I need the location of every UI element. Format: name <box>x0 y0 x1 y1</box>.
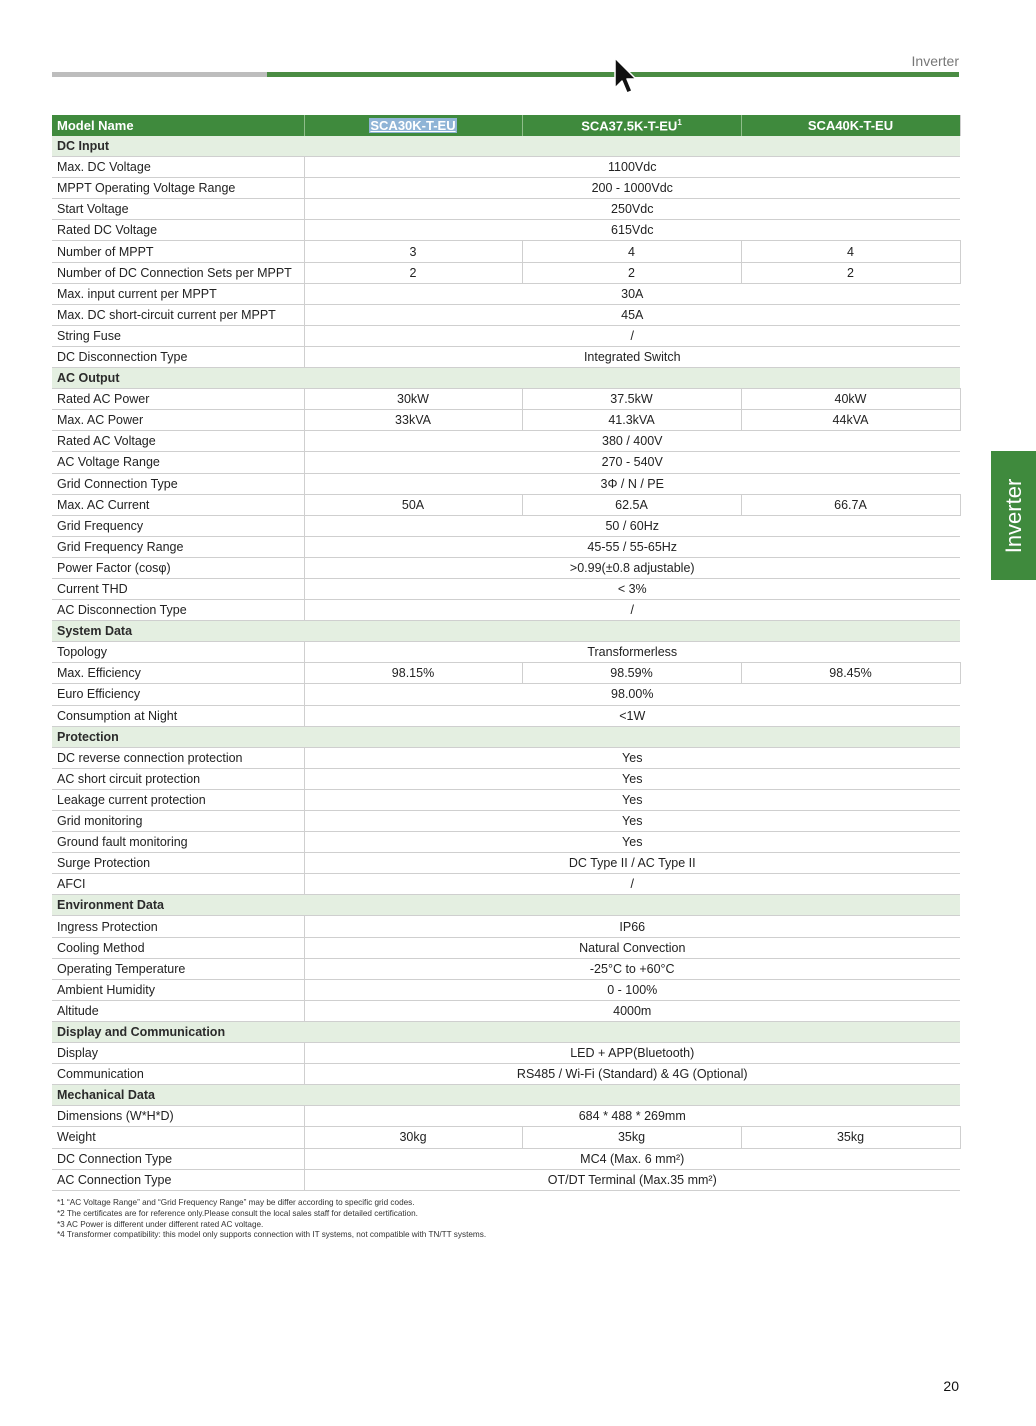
row-value: >0.99(±0.8 adjustable) <box>304 557 960 578</box>
row-value-model-3: 35kg <box>741 1127 960 1148</box>
row-label: Max. AC Power <box>52 410 304 431</box>
table-row <box>52 473 960 494</box>
table-row <box>52 705 960 726</box>
row-value: / <box>304 325 960 346</box>
row-label: Euro Efficiency <box>52 684 304 705</box>
row-value-model-3: 2 <box>741 262 960 283</box>
row-value: 380 / 400V <box>304 431 960 452</box>
section-row <box>52 726 960 747</box>
row-value: Yes <box>304 789 960 810</box>
footnotes <box>57 1198 486 1241</box>
row-label: Grid Connection Type <box>52 473 304 494</box>
table-row <box>52 937 960 958</box>
row-value: RS485 / Wi-Fi (Standard) & 4G (Optional) <box>304 1064 960 1085</box>
row-value: Yes <box>304 832 960 853</box>
table-header-row <box>52 115 960 136</box>
table-row <box>52 578 960 599</box>
row-value: Transformerless <box>304 642 960 663</box>
table-row <box>52 642 960 663</box>
table-row <box>52 916 960 937</box>
row-value-model-3: 44kVA <box>741 410 960 431</box>
table-row <box>52 1169 960 1190</box>
row-value-model-2: 2 <box>522 262 741 283</box>
section-label: AC Output <box>52 368 960 389</box>
row-label: AC Disconnection Type <box>52 600 304 621</box>
table-row <box>52 768 960 789</box>
table-row <box>52 874 960 895</box>
row-label: String Fuse <box>52 325 304 346</box>
row-value: 3Φ / N / PE <box>304 473 960 494</box>
header-model-2-sup: 1 <box>677 117 682 127</box>
row-value-model-3: 4 <box>741 241 960 262</box>
table-row <box>52 515 960 536</box>
row-value-model-3: 66.7A <box>741 494 960 515</box>
table-row <box>52 684 960 705</box>
row-value: 684 * 488 * 269mm <box>304 1106 960 1127</box>
row-value: Yes <box>304 768 960 789</box>
row-value-model-1: 3 <box>304 241 522 262</box>
row-label: Max. DC short-circuit current per MPPT <box>52 304 304 325</box>
row-value: 45-55 / 55-65Hz <box>304 536 960 557</box>
row-value-model-1: 2 <box>304 262 522 283</box>
table-row <box>52 1043 960 1064</box>
row-value-model-1: 50A <box>304 494 522 515</box>
row-label: AFCI <box>52 874 304 895</box>
header-bar-gray <box>52 72 267 77</box>
section-label: Environment Data <box>52 895 960 916</box>
table-row <box>52 1064 960 1085</box>
footnote: *2 The certificates are for reference only.Please consult the local sales staff for detailed certification. <box>57 1208 418 1218</box>
row-value-model-1: 30kg <box>304 1127 522 1148</box>
section-row <box>52 895 960 916</box>
row-value-model-2: 62.5A <box>522 494 741 515</box>
table-row <box>52 178 960 199</box>
row-label: Rated DC Voltage <box>52 220 304 241</box>
table-row <box>52 304 960 325</box>
row-label: Ingress Protection <box>52 916 304 937</box>
table-row <box>52 1148 960 1169</box>
row-value: MC4 (Max. 6 mm²) <box>304 1148 960 1169</box>
row-label: DC Connection Type <box>52 1148 304 1169</box>
row-label: Leakage current protection <box>52 789 304 810</box>
row-value: <1W <box>304 705 960 726</box>
table-row <box>52 536 960 557</box>
table-row <box>52 853 960 874</box>
row-value: / <box>304 600 960 621</box>
row-label: Topology <box>52 642 304 663</box>
table-row <box>52 241 960 262</box>
table-row <box>52 494 960 515</box>
row-label: MPPT Operating Voltage Range <box>52 178 304 199</box>
row-label: Start Voltage <box>52 199 304 220</box>
row-label: Dimensions (W*H*D) <box>52 1106 304 1127</box>
section-row <box>52 621 960 642</box>
row-label: Max. AC Current <box>52 494 304 515</box>
row-value-model-2: 4 <box>522 241 741 262</box>
row-value: OT/DT Terminal (Max.35 mm²) <box>304 1169 960 1190</box>
row-value: Yes <box>304 811 960 832</box>
section-label: System Data <box>52 621 960 642</box>
row-label: Max. input current per MPPT <box>52 283 304 304</box>
row-label: Number of DC Connection Sets per MPPT <box>52 262 304 283</box>
table-row <box>52 283 960 304</box>
row-label: Power Factor (cosφ) <box>52 557 304 578</box>
row-value: -25°C to +60°C <box>304 958 960 979</box>
table-row <box>52 747 960 768</box>
side-tab <box>991 451 1036 580</box>
row-label: Weight <box>52 1127 304 1148</box>
row-value: 1100Vdc <box>304 157 960 178</box>
row-label: AC Connection Type <box>52 1169 304 1190</box>
table-row <box>52 832 960 853</box>
table-row <box>52 262 960 283</box>
header-model-2 <box>522 115 741 136</box>
section-row <box>52 1085 960 1106</box>
row-value: 0 - 100% <box>304 979 960 1000</box>
row-value: IP66 <box>304 916 960 937</box>
row-label: Surge Protection <box>52 853 304 874</box>
row-value: 250Vdc <box>304 199 960 220</box>
row-value: 270 - 540V <box>304 452 960 473</box>
row-value-model-3: 40kW <box>741 389 960 410</box>
row-label: Ambient Humidity <box>52 979 304 1000</box>
section-label: DC Input <box>52 136 960 157</box>
row-label: Cooling Method <box>52 937 304 958</box>
row-value: / <box>304 874 960 895</box>
header-title: Inverter <box>911 53 959 69</box>
header-model-1[interactable] <box>304 115 522 136</box>
header-model-2-text: SCA37.5K-T-EU <box>581 118 678 134</box>
row-value-model-3: 98.45% <box>741 663 960 684</box>
mouse-cursor-icon <box>612 56 638 96</box>
row-value: Yes <box>304 747 960 768</box>
spec-table <box>52 115 961 1191</box>
row-label: Max. DC Voltage <box>52 157 304 178</box>
page-number: 20 <box>943 1378 959 1394</box>
row-label: Display <box>52 1043 304 1064</box>
row-value: DC Type II / AC Type II <box>304 853 960 874</box>
row-value: 200 - 1000Vdc <box>304 178 960 199</box>
table-row <box>52 452 960 473</box>
row-label: Number of MPPT <box>52 241 304 262</box>
row-label: AC Voltage Range <box>52 452 304 473</box>
row-value: Integrated Switch <box>304 346 960 367</box>
row-value-model-2: 37.5kW <box>522 389 741 410</box>
header-model-name-label: Model Name <box>52 115 304 136</box>
table-row <box>52 979 960 1000</box>
row-label: Communication <box>52 1064 304 1085</box>
footnote: *1 “AC Voltage Range” and “Grid Frequency Range” may be differ according to specific grid codes. <box>57 1198 415 1207</box>
table-row <box>52 410 960 431</box>
row-value: 98.00% <box>304 684 960 705</box>
table-row <box>52 1000 960 1021</box>
section-row <box>52 1021 960 1042</box>
table-row <box>52 958 960 979</box>
table-row <box>52 346 960 367</box>
header-model-1-text[interactable]: SCA30K-T-EU <box>370 118 456 133</box>
table-row <box>52 199 960 220</box>
row-label: Rated AC Voltage <box>52 431 304 452</box>
row-label: Operating Temperature <box>52 958 304 979</box>
section-row <box>52 136 960 157</box>
row-value: 50 / 60Hz <box>304 515 960 536</box>
row-value-model-2: 98.59% <box>522 663 741 684</box>
row-value-model-2: 35kg <box>522 1127 741 1148</box>
table-row <box>52 389 960 410</box>
row-value-model-1: 33kVA <box>304 410 522 431</box>
header-model-3: SCA40K-T-EU <box>741 115 960 136</box>
row-label: Altitude <box>52 1000 304 1021</box>
footnote: *4 Transformer compatibility: this model only supports connection with IT systems, not compatible with TN/TT systems. <box>57 1230 487 1240</box>
table-row <box>52 1127 960 1148</box>
row-value-model-1: 30kW <box>304 389 522 410</box>
row-value-model-2: 41.3kVA <box>522 410 741 431</box>
row-label: DC reverse connection protection <box>52 747 304 768</box>
row-value: 4000m <box>304 1000 960 1021</box>
row-label: Grid monitoring <box>52 811 304 832</box>
table-row <box>52 811 960 832</box>
row-value: 45A <box>304 304 960 325</box>
row-label: Rated AC Power <box>52 389 304 410</box>
table-row <box>52 431 960 452</box>
table-row <box>52 325 960 346</box>
table-row <box>52 789 960 810</box>
table-row <box>52 157 960 178</box>
row-value: LED + APP(Bluetooth) <box>304 1043 960 1064</box>
footnote: *3 AC Power is different under different rated AC voltage. <box>57 1219 264 1229</box>
row-value: 30A <box>304 283 960 304</box>
row-label: AC short circuit protection <box>52 768 304 789</box>
row-label: Current THD <box>52 578 304 599</box>
section-label: Protection <box>52 726 960 747</box>
side-tab-label: Inverter <box>1000 478 1026 553</box>
row-label: Ground fault monitoring <box>52 832 304 853</box>
row-value: < 3% <box>304 578 960 599</box>
section-row <box>52 368 960 389</box>
row-label: Grid Frequency Range <box>52 536 304 557</box>
row-label: Max. Efficiency <box>52 663 304 684</box>
section-label: Mechanical Data <box>52 1085 960 1106</box>
row-value: 615Vdc <box>304 220 960 241</box>
table-row <box>52 663 960 684</box>
row-value-model-1: 98.15% <box>304 663 522 684</box>
table-row <box>52 600 960 621</box>
row-value: Natural Convection <box>304 937 960 958</box>
row-label: DC Disconnection Type <box>52 346 304 367</box>
row-label: Consumption at Night <box>52 705 304 726</box>
table-row <box>52 1106 960 1127</box>
table-row <box>52 557 960 578</box>
table-row <box>52 220 960 241</box>
section-label: Display and Communication <box>52 1021 960 1042</box>
row-label: Grid Frequency <box>52 515 304 536</box>
